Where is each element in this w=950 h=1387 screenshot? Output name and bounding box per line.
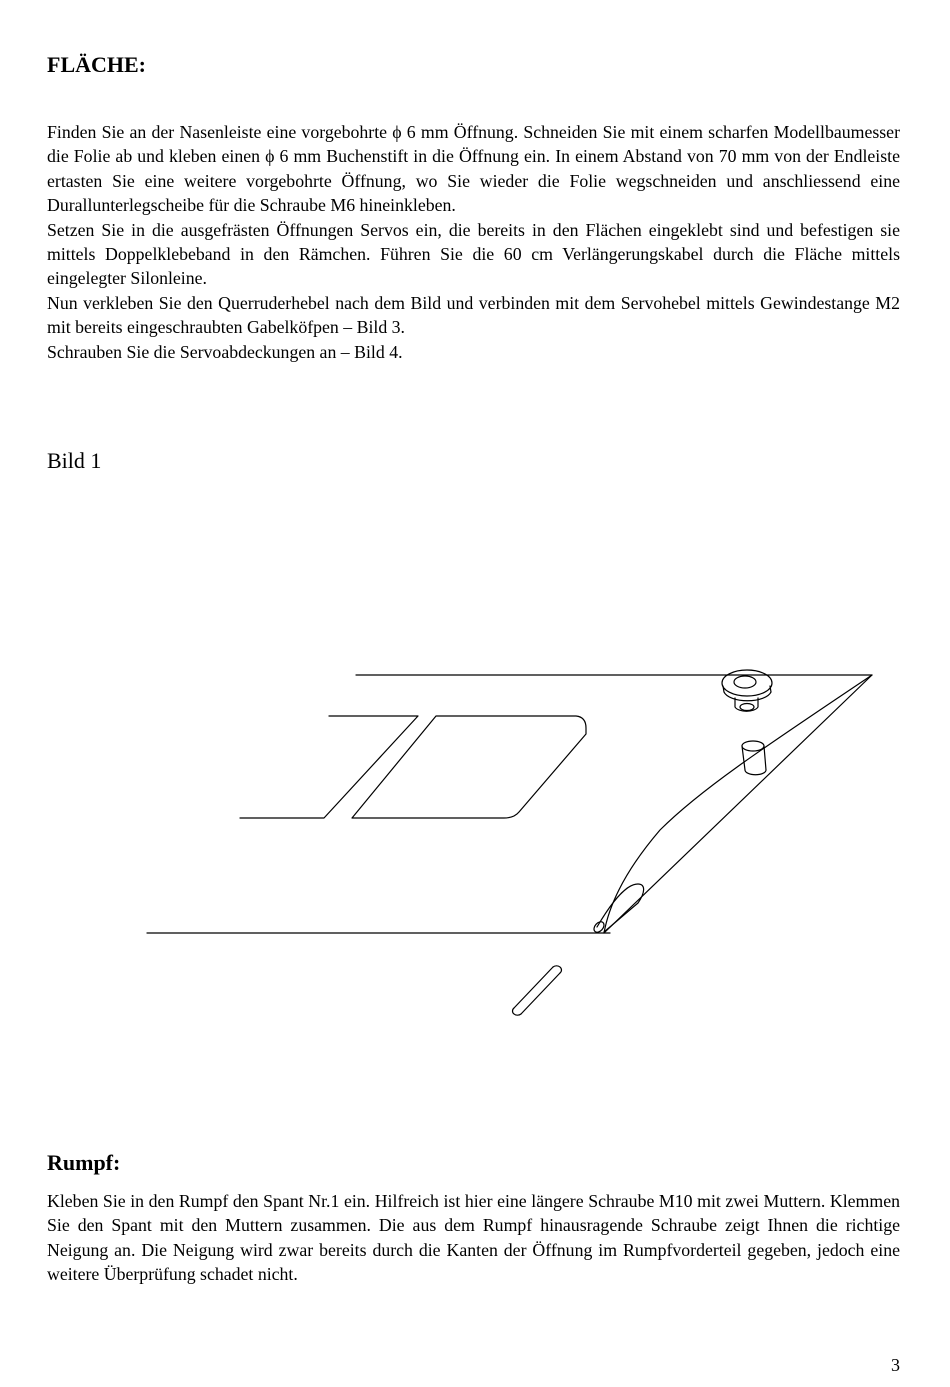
paragraph: Nun verkleben Sie den Querruderhebel nach dem Bild und verbinden mit dem Servohebel mittels Gewindestange M2 mit bereits eingeschraubten Gabelköfpen – Bild 3. <box>47 292 900 338</box>
paragraph: Finden Sie an der Nasenleiste eine vorgebohrte ϕ 6 mm Öffnung. Schneiden Sie mit einem scharfen Modellbaumesser die Folie ab und kleben einen ϕ 6 mm Buchenstift in die Öffnung ein. In einem Abstand von 70 mm von der Endleiste ertasten Sie eine weitere vorgebohrte Öffnung, wo Sie wieder die Folie wegschneiden und anschliessend eine Durallunterlegscheibe für die Schraube M6 hineinkleben. <box>47 122 900 216</box>
paragraph: Setzen Sie in die ausgefrästen Öffnungen Servos ein, die bereits in den Flächen eingeklebt sind und befestigen sie mittels Doppelklebeband in den Rämchen. Führen Sie die 60 cm Verlängerungskabel durch die Fläche mittels eingelegter Silonleine. <box>47 219 900 289</box>
section-heading-flaeche: FLÄCHE: <box>47 52 146 77</box>
rumpf-instructions <box>47 1189 900 1287</box>
servo-openings <box>240 716 586 818</box>
figure-caption: Bild 1 <box>47 448 102 473</box>
dowel-icon <box>742 741 766 775</box>
wing-outline <box>147 675 872 933</box>
page-number: 3 <box>891 1355 900 1375</box>
washer-icon <box>722 670 772 711</box>
section-heading-rumpf: Rumpf: <box>47 1150 121 1175</box>
paragraph: Kleben Sie in den Rumpf den Spant Nr.1 ein. Hilfreich ist hier eine längere Schraube M10 mit zwei Muttern. Klemmen Sie den Spant mit den Muttern zusammen. Die aus dem Rumpf hinausragende Schraube zeigt Ihnen die richtige Neigung an. Die Neigung wird zwar bereits durch die Kanten der Öffnung im Rumpfvorderteil gegeben, jedoch eine weitere Überprüfung schadet nicht. <box>47 1191 900 1285</box>
loose-pin-icon <box>512 966 561 1015</box>
paragraph: Schrauben Sie die Servoabdeckungen an – Bild 4. <box>47 341 403 362</box>
